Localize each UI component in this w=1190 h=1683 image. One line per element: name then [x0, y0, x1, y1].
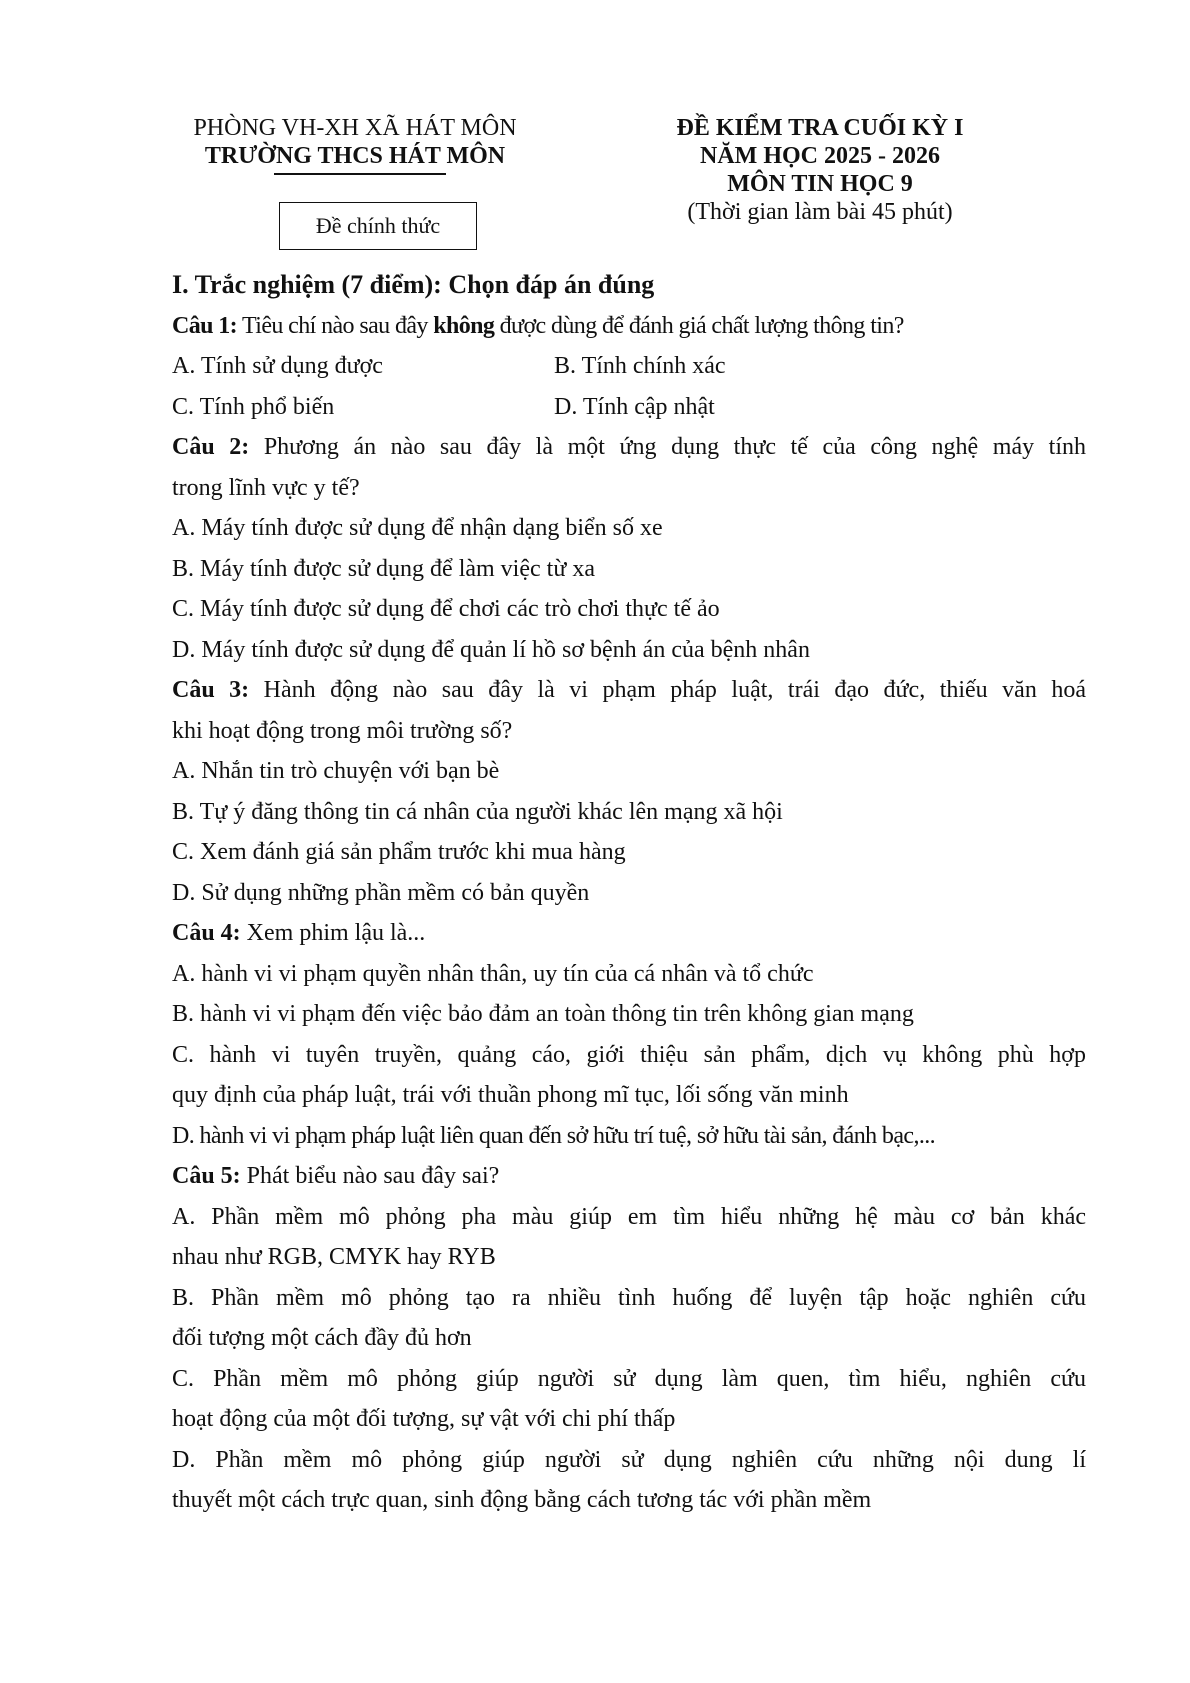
question-text: Phương án nào sau đây là một ứng dụng thực tế của công nghệ máy tính [249, 434, 1087, 460]
question-emphasis: không [433, 312, 495, 339]
option-c: C. Máy tính được sử dụng để chơi các trò chơi thực tế ảo [172, 596, 720, 622]
question-text: được dùng để đánh giá chất lượng thông tin? [494, 312, 904, 339]
option-c: C. Xem đánh giá sản phẩm trước khi mua hàng [172, 839, 626, 865]
option-b: B. Phần mềm mô phỏng tạo ra nhiều tình huống để luyện tập hoặc nghiên cứu [172, 1284, 1086, 1311]
option-b: B. Tính chính xác [554, 353, 726, 379]
option-d: D. Phần mềm mô phỏng giúp người sử dụng nghiên cứu những nội dung lí [172, 1446, 1086, 1473]
exam-duration: (Thời gian làm bài 45 phút) [687, 199, 953, 225]
option-b: B. Máy tính được sử dụng để làm việc từ xa [172, 555, 595, 582]
option-a: A. Tính sử dụng được [172, 353, 383, 379]
school-header [160, 114, 550, 170]
option-d: D. Máy tính được sử dụng để quản lí hồ sơ bệnh án của bệnh nhân [172, 636, 810, 663]
question-2 [172, 427, 1086, 468]
question-text: Tiêu chí nào sau đây [237, 312, 434, 339]
school-underline [274, 173, 446, 175]
option-a: A. Máy tính được sử dụng để nhận dạng biển số xe [172, 515, 663, 541]
option-d: D. Sử dụng những phần mềm có bản quyền [172, 879, 590, 906]
question-text: Phát biểu nào sau đây sai? [240, 1163, 500, 1189]
question-label: Câu 5: [172, 1163, 241, 1189]
official-exam-box [279, 202, 477, 250]
option-a: A. hành vi vi phạm quyền nhân thân, uy tín của cá nhân và tổ chức [172, 960, 814, 987]
subject: MÔN TIN HỌC 9 [727, 171, 913, 197]
question-label: Câu 3: [172, 677, 250, 703]
official-exam-label: Đề chính thức [315, 213, 441, 238]
question-label: Câu 1: [172, 312, 238, 339]
question-text: Hành động nào sau đây là vi phạm pháp luật, trái đạo đức, thiếu văn hoá [249, 677, 1086, 703]
option-d: D. Tính cập nhật [554, 393, 715, 420]
question-4 [172, 913, 1086, 954]
option-d-continued: thuyết một cách trực quan, sinh động bằng cách tương tác với phần mềm [172, 1487, 872, 1513]
option-d: D. hành vi vi phạm pháp luật liên quan đến sở hữu trí tuệ, sở hữu tài sản, đánh bạc,... [172, 1122, 936, 1149]
exam-title: ĐỀ KIỂM TRA CUỐI KỲ I [676, 115, 964, 141]
question-3-continued: khi hoạt động trong môi trường số? [172, 717, 513, 744]
question-3 [172, 670, 1086, 711]
option-a: A. Phần mềm mô phỏng pha màu giúp em tìm hiểu những hệ màu cơ bản khác [172, 1203, 1086, 1230]
option-a-continued: nhau như RGB, CMYK hay RYB [172, 1244, 496, 1270]
option-c: C. hành vi tuyên truyền, quảng cáo, giới thiệu sản phẩm, dịch vụ không phù hợp [172, 1041, 1086, 1068]
department-name: PHÒNG VH-XH XÃ HÁT MÔN [193, 115, 517, 141]
school-name: TRƯỜNG THCS HÁT MÔN [204, 143, 506, 169]
question-1-options-row-2 [172, 387, 1086, 428]
exam-header [630, 114, 1010, 226]
question-label: Câu 4: [172, 920, 241, 946]
option-b-continued: đối tượng một cách đầy đủ hơn [172, 1325, 472, 1351]
school-year: NĂM HỌC 2025 - 2026 [700, 143, 940, 169]
question-5 [172, 1156, 1086, 1197]
question-text: Xem phim lậu là... [240, 920, 426, 946]
option-c: C. Phần mềm mô phỏng giúp người sử dụng làm quen, tìm hiểu, nghiên cứu [172, 1365, 1086, 1392]
option-c: C. Tính phổ biến [172, 393, 335, 420]
option-b: B. Tự ý đăng thông tin cá nhân của người khác lên mạng xã hội [172, 798, 783, 825]
option-a: A. Nhắn tin trò chuyện với bạn bè [172, 758, 500, 784]
option-c-continued: hoạt động của một đối tượng, sự vật với chi phí thấp [172, 1406, 676, 1432]
question-label: Câu 2: [172, 434, 250, 460]
question-1-options-row-1 [172, 346, 1086, 387]
option-c-continued: quy định của pháp luật, trái với thuần phong mĩ tục, lối sống văn minh [172, 1082, 849, 1108]
section-title: I. Trắc nghiệm (7 điểm): Chọn đáp án đúng [172, 270, 655, 299]
option-b: B. hành vi vi phạm đến việc bảo đảm an toàn thông tin trên không gian mạng [172, 1001, 914, 1027]
question-1 [172, 306, 1086, 347]
exam-content [172, 265, 1086, 1521]
question-2-continued: trong lĩnh vực y tế? [172, 474, 360, 501]
